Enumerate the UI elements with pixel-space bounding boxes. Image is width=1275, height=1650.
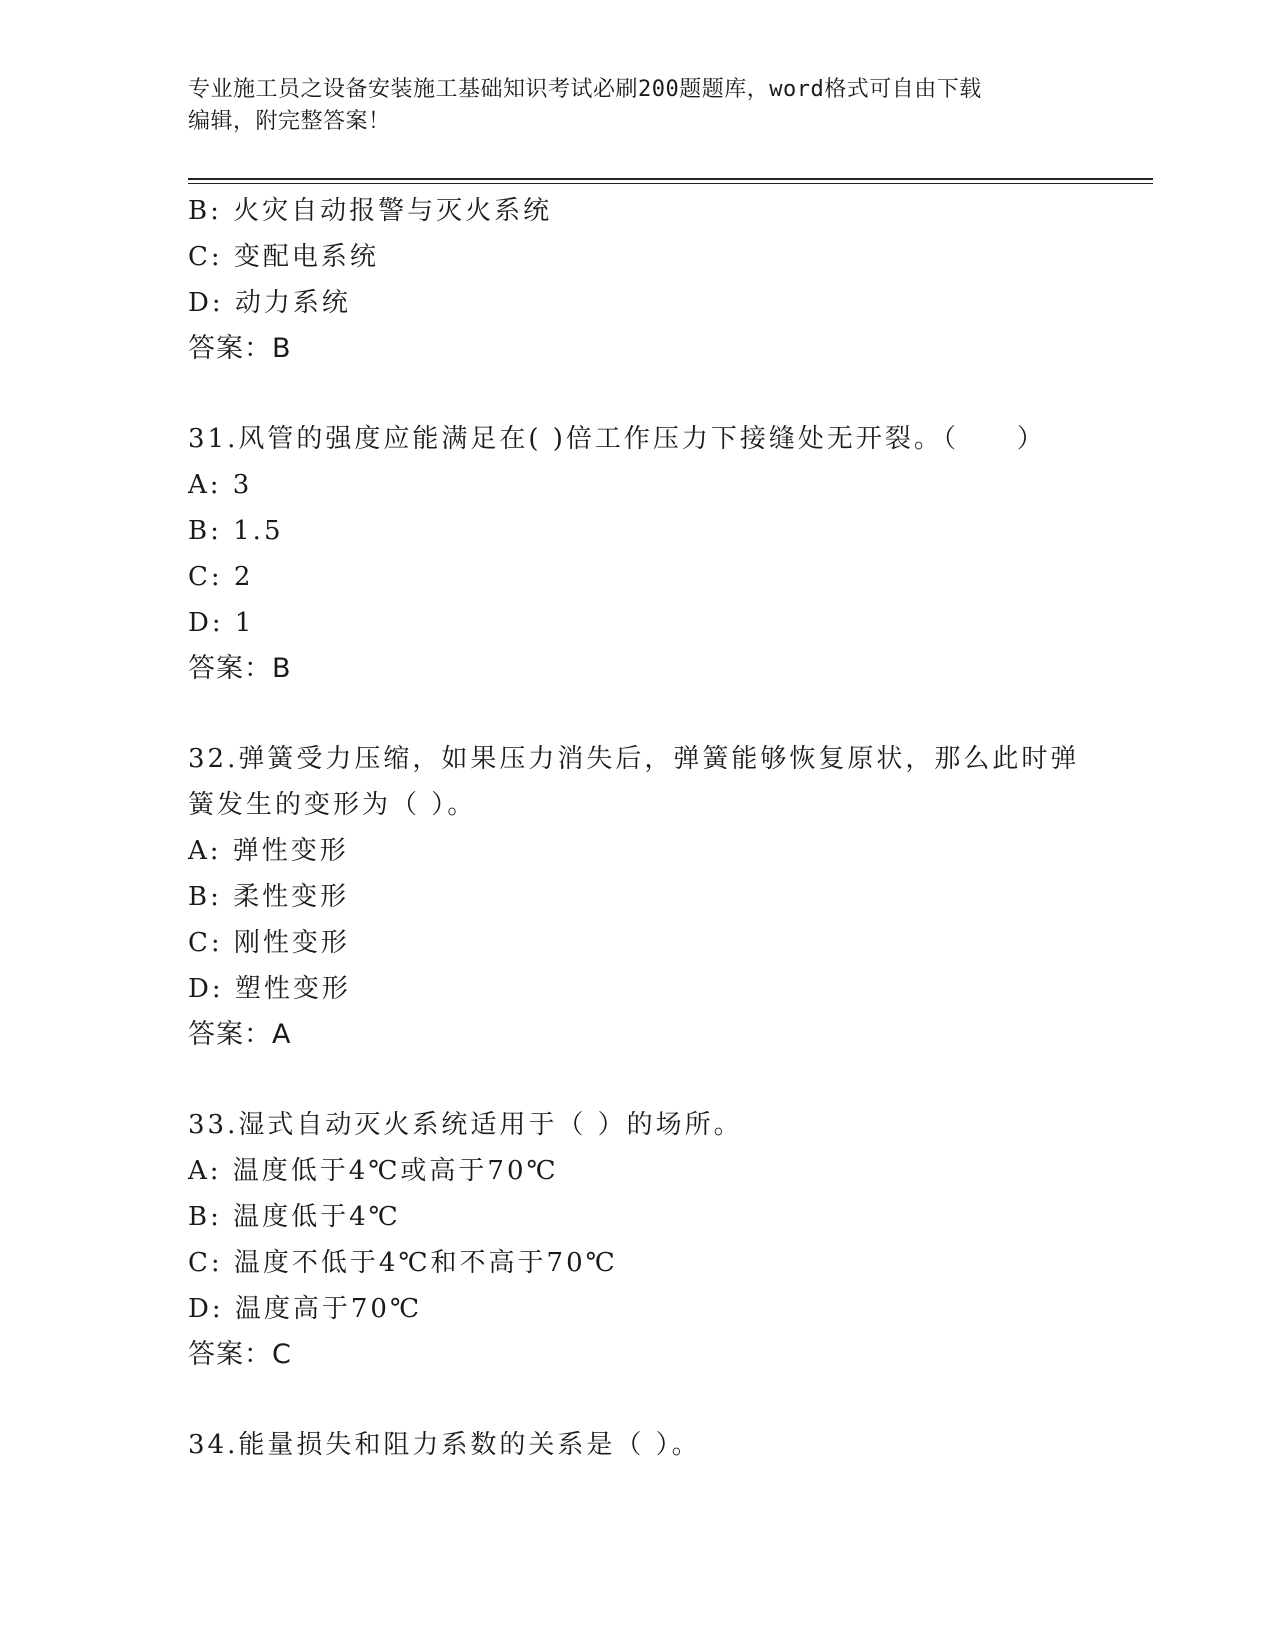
option-line: D: 1 (188, 608, 255, 638)
question-stem: 33.湿式自动灭火系统适用于（ ）的场所。 (188, 1110, 743, 1140)
answer-line: 答案：A (188, 1019, 292, 1050)
option-line: B: 火灾自动报警与灭火系统 (188, 196, 553, 226)
option-line: A: 弹性变形 (188, 836, 349, 866)
option-line: B: 柔性变形 (188, 882, 350, 912)
document-body (188, 188, 1088, 1468)
option-line: C: 2 (188, 562, 254, 592)
option-line: C: 变配电系统 (188, 242, 379, 272)
question-stem-continued: 簧发生的变形为（ ）。 (188, 790, 477, 820)
header-rule-thin (188, 183, 1153, 184)
option-line: D: 动力系统 (188, 288, 351, 318)
answer-line: 答案：B (188, 333, 292, 364)
header-line-1: 专业施工员之设备安装施工基础知识考试必刷200题题库，word格式可自由下载 (188, 77, 982, 102)
option-line: D: 塑性变形 (188, 974, 351, 1004)
header-line-2: 编辑，附完整答案！ (188, 109, 391, 134)
option-line: C: 温度不低于4℃和不高于70℃ (188, 1248, 618, 1278)
answer-line: 答案：C (188, 1339, 292, 1370)
question-stem: 34.能量损失和阻力系数的关系是（ ）。 (188, 1430, 701, 1460)
option-line: B: 温度低于4℃ (188, 1202, 401, 1232)
question-31 (188, 416, 1088, 692)
question-34 (188, 1422, 1088, 1468)
document-header (188, 74, 1088, 138)
option-line: C: 刚性变形 (188, 928, 350, 958)
option-line: A: 温度低于4℃或高于70℃ (188, 1156, 559, 1186)
question-32 (188, 736, 1088, 1058)
option-line: A: 3 (188, 470, 253, 500)
question-stem: 32.弹簧受力压缩，如果压力消失后，弹簧能够恢复原状，那么此时弹 (188, 744, 1080, 774)
option-line: D: 温度高于70℃ (188, 1294, 423, 1324)
previous-question-tail (188, 188, 1088, 372)
question-stem: 31.风管的强度应能满足在( )倍工作压力下接缝处无开裂。（ ） (188, 424, 1046, 454)
answer-line: 答案：B (188, 653, 292, 684)
option-line: B: 1.5 (188, 516, 284, 546)
question-33 (188, 1102, 1088, 1378)
header-rule-thick (188, 178, 1153, 180)
